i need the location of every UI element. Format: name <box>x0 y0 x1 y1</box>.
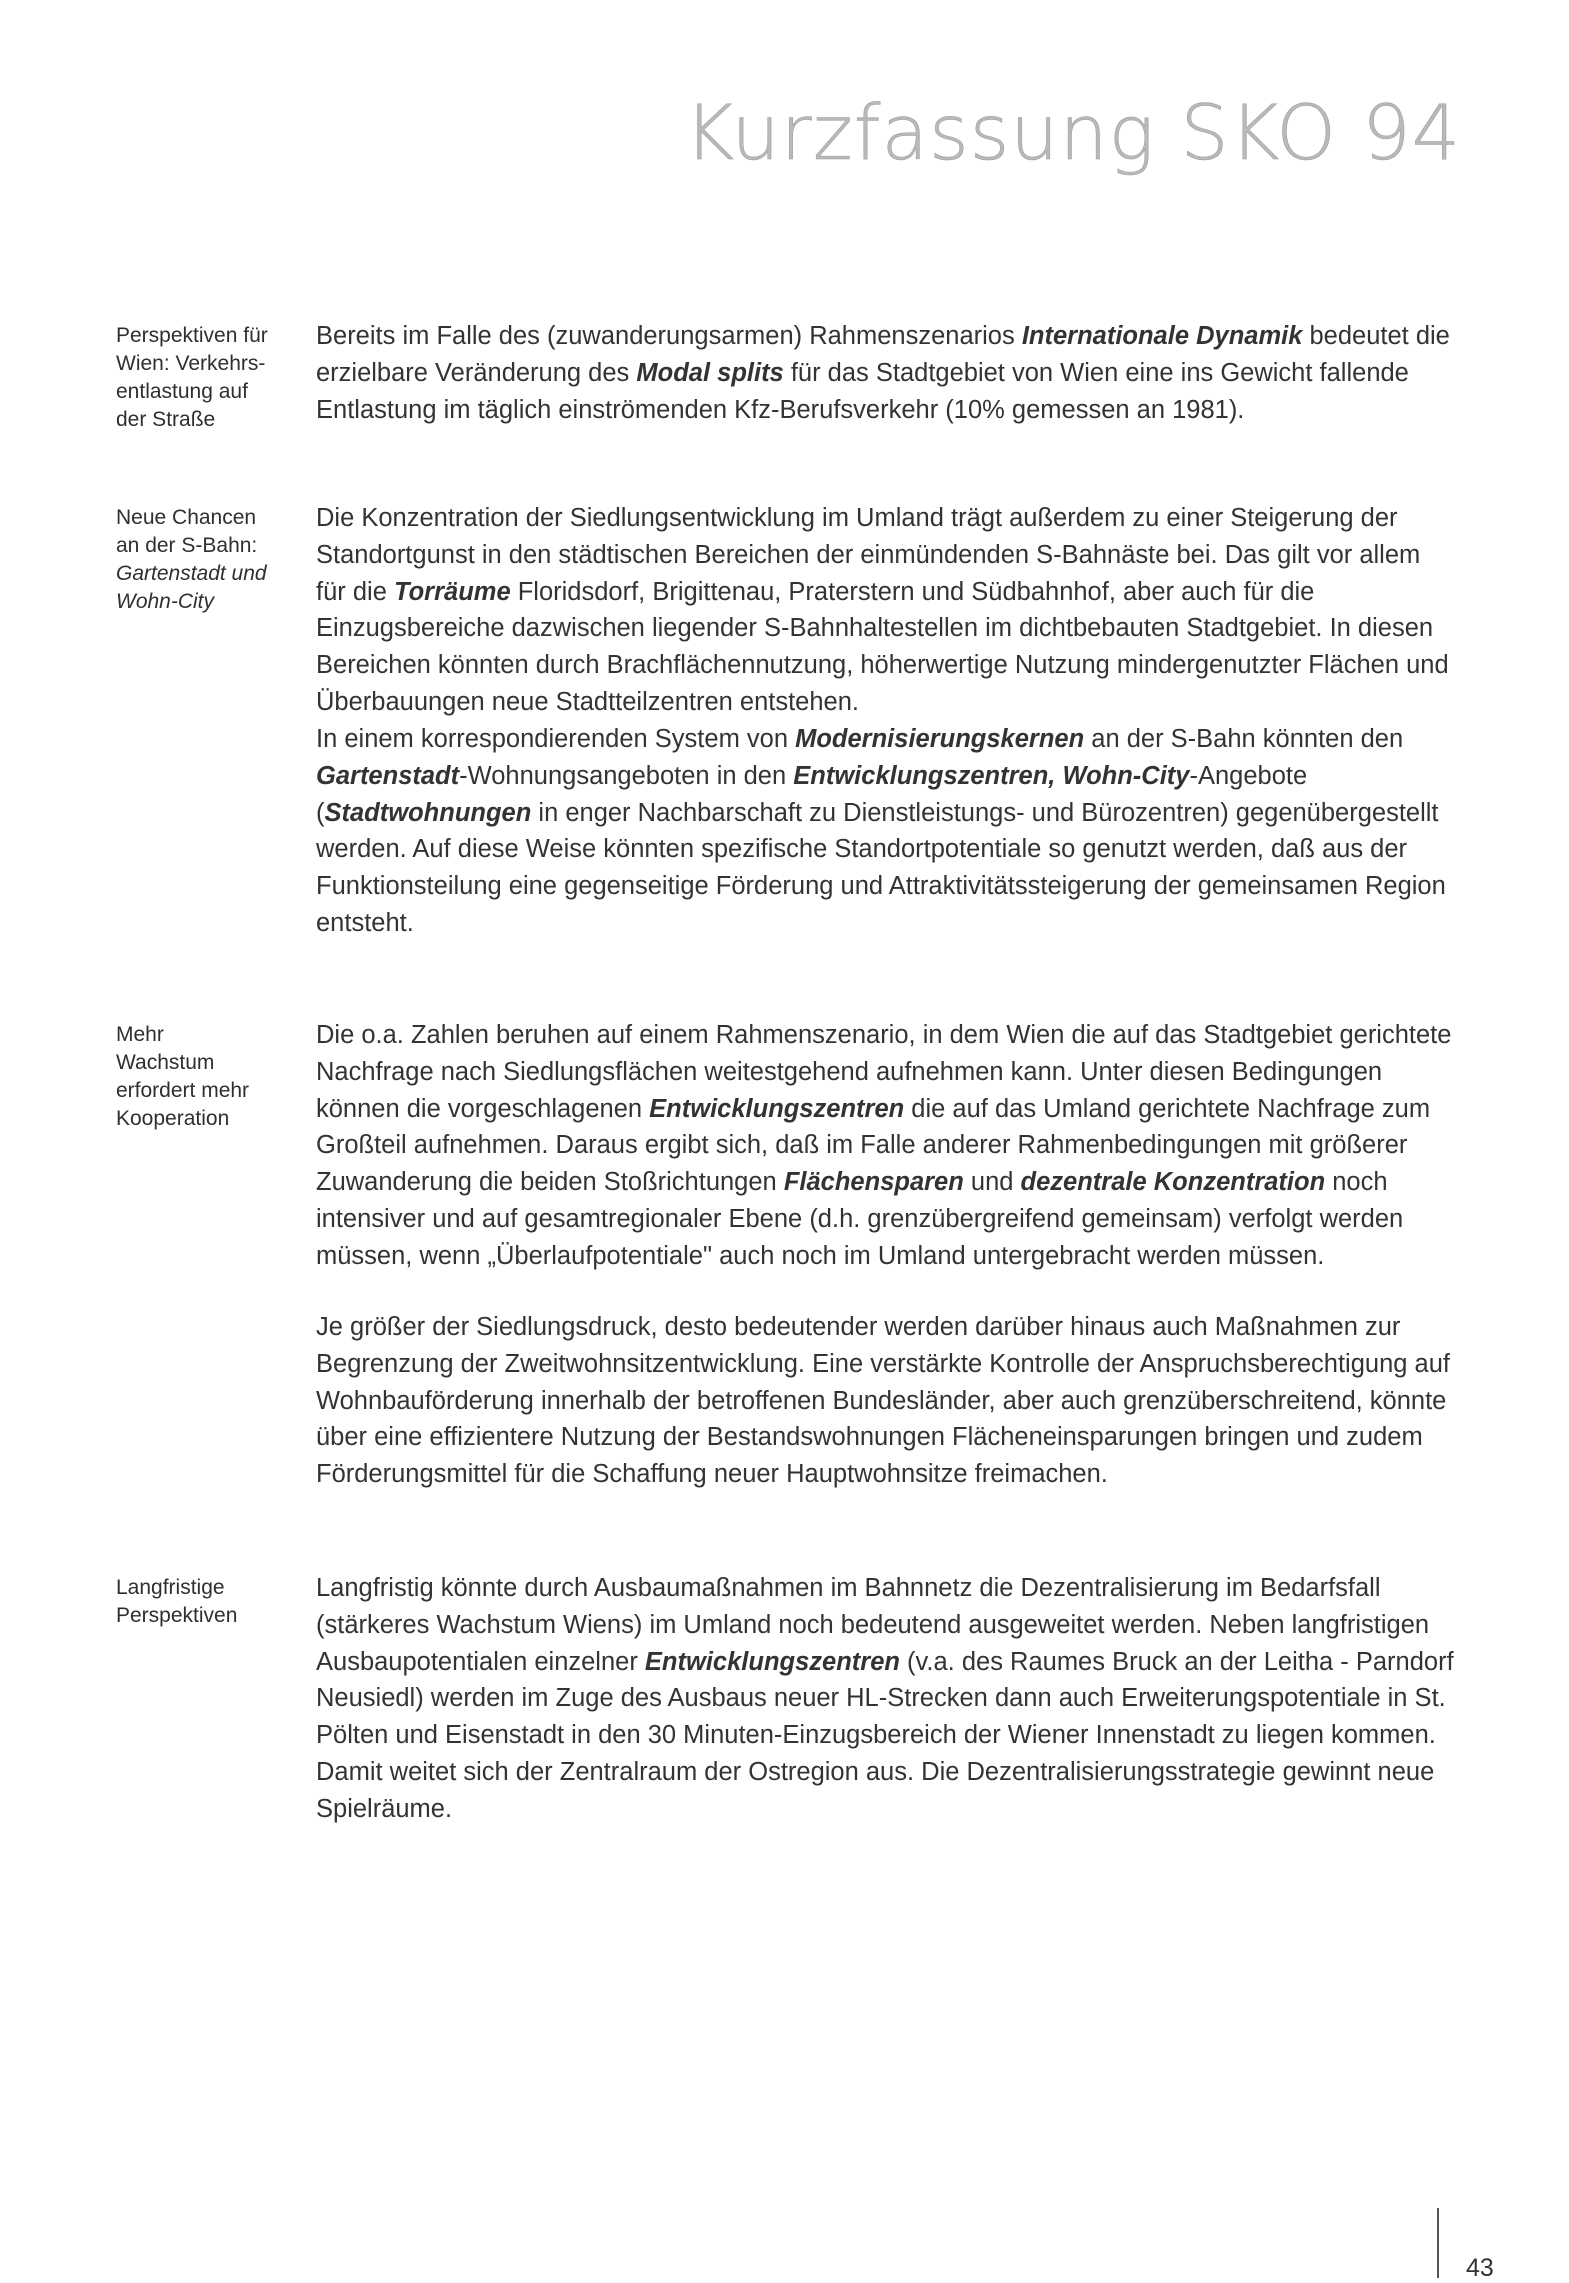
side-label-line: entlastung auf <box>116 380 248 403</box>
side-label-line: Wien: Verkehrs- <box>116 352 266 375</box>
page-title: Kurzfassung SKO 94 <box>684 88 1461 177</box>
side-label-line: Neue Chancen <box>116 506 257 529</box>
emphasis: Internationale Dynamik <box>1021 322 1303 350</box>
side-label-line: Gartenstadt und <box>116 562 267 585</box>
emphasis: Gartenstadt <box>316 761 460 790</box>
emphasis: Entwicklungszentren, Wohn-City <box>793 761 1190 790</box>
text-run: In einem korrespondierenden System von <box>316 725 796 753</box>
side-label-line: an der S-Bahn: <box>116 534 258 557</box>
body-paragraph <box>316 1309 1456 1493</box>
side-label <box>116 322 296 434</box>
text-run: in enger Nachbarschaft zu Dienstleistungs- und Bürozentren) gegenübergestellt werden. Auf diese Weise könnten spezifische Standortpotentiale so genutzt werden, daß aus der Funktionsteilung eine gegenseitige Förderung und Attraktivitätssteigerung der gemeinsamen Region entsteht. <box>316 798 1446 937</box>
text-run: an der S-Bahn könnten den <box>1084 725 1404 753</box>
page-number: 43 <box>1466 2254 1494 2282</box>
side-label <box>116 1021 296 1133</box>
side-label-line: Kooperation <box>116 1107 230 1130</box>
side-label-line: Wohn-City <box>116 590 215 613</box>
emphasis: Stadtwohnungen <box>324 798 532 827</box>
side-label-line: Mehr <box>116 1023 164 1046</box>
page-number-rule <box>1437 2208 1439 2278</box>
body-paragraph <box>316 318 1456 428</box>
text-run: (v.a. des Raumes Bruck an der Leitha - Parndorf Neusiedl) werden im Zuge des Ausbaus neuer HL-Strecken dann auch Erweiterungspotentiale in St. Pölten und Eisenstadt in den 30 Minuten-Einzugsbereich der Wiener Innenstadt zu liegen kommen. Damit weitet sich der Zentralraum der Ostregion aus. Die Dezentralisierungsstrategie gewinnt neue Spielräume. <box>316 1647 1454 1823</box>
text-run: und <box>963 1168 1021 1197</box>
emphasis: Entwicklungszentren <box>649 1094 905 1123</box>
body-paragraph <box>316 500 1456 721</box>
side-label-line: Perspektiven für <box>116 324 268 347</box>
text-run: -Angebote ( <box>316 761 1308 827</box>
side-label <box>116 504 296 616</box>
side-label <box>116 1574 296 1630</box>
side-label-line: erfordert mehr <box>116 1079 250 1102</box>
emphasis: dezentrale Konzentration <box>1020 1168 1326 1197</box>
text-run: Floridsdorf, Brigittenau, Praterstern und Südbahnhof, aber auch für die Einzugsbereiche dazwischen liegender S-Bahnhaltestellen im dichtbebauten Stadtgebiet. In diesen Bereichen könnten durch Brachflächennutzung, höherwertige Nutzung mindergenutzter Flächen und Überbauungen neue Stadtteilzentren entstehen. <box>316 577 1449 716</box>
emphasis: Torräume <box>393 577 511 606</box>
text-run: Bereits im Falle des (zuwanderungsarmen) Rahmenszenarios <box>316 322 1022 350</box>
body-paragraph <box>316 1017 1456 1275</box>
emphasis: Modernisierungskernen <box>795 725 1085 753</box>
text-run: Je größer der Siedlungsdruck, desto bedeutender werden darüber hinaus auch Maßnahmen zur Begrenzung der Zweitwohnsitzentwicklung. Eine verstärkte Kontrolle der Anspruchsberechtigung auf Wohnbauförderung innerhalb der betroffenen Bundesländer, aber auch grenzüberschreitend, könnte über eine effizientere Nutzung der Bestandswohnungen Flächeneinsparungen bringen und zudem Förderungsmittel für die Schaffung neuer Hauptwohnsitze freimachen. <box>316 1313 1450 1489</box>
emphasis: Modal splits <box>636 358 784 387</box>
side-label-line: Wachstum <box>116 1051 215 1074</box>
text-run: die auf das Umland gerichtete Nachfrage zum Großteil aufnehmen. Daraus ergibt sich, daß im Falle anderer Rahmenbedingungen mit größerer Zuwanderung die beiden Stoßrichtungen <box>316 1094 1431 1197</box>
text-run: Die o.a. Zahlen beruhen auf einem Rahmenszenario, in dem Wien die auf das Stadtgebiet gerichtete Nachfrage nach Siedlungsflächen weitestgehend aufnehmen kann. Unter diesen Bedingungen können die vorgeschlagenen <box>316 1021 1452 1123</box>
body-paragraph <box>316 721 1456 942</box>
text-run: für das Stadtgebiet von Wien eine ins Gewicht fallende Entlastung im täglich einströmenden Kfz-Berufsverkehr (10% gemessen an 1981). <box>316 358 1409 424</box>
body-paragraph <box>316 1570 1456 1828</box>
emphasis: Flächensparen <box>783 1168 964 1197</box>
text-run: Die Konzentration der Siedlungsentwicklung im Umland trägt außerdem zu einer Steigerung der Standortgunst in den städtischen Bereichen der einmündenden S-Bahnäste bei. Das gilt vor allem für die <box>316 504 1421 606</box>
text-run: noch intensiver und auf gesamtregionaler Ebene (d.h. grenzübergreifend gemeinsam) verfolgt werden müssen, wenn „Überlaufpotentiale" auch noch im Umland untergebracht werden müssen. <box>316 1168 1404 1270</box>
text-run: Langfristig könnte durch Ausbaumaßnahmen im Bahnnetz die Dezentralisierung im Bedarfsfall (stärkeres Wachstum Wiens) im Umland noch bedeutend ausgeweitet werden. Neben langfristigen Ausbaupotentialen einzelner <box>316 1574 1430 1676</box>
emphasis: Entwicklungszentren <box>644 1647 900 1676</box>
text-run: -Wohnungsangeboten in den <box>459 761 794 790</box>
side-label-line: der Straße <box>116 408 216 431</box>
side-label-line: Langfristige <box>116 1576 225 1599</box>
text-run: bedeutet die erzielbare Veränderung des <box>316 322 1450 387</box>
side-label-line: Perspektiven <box>116 1604 238 1627</box>
